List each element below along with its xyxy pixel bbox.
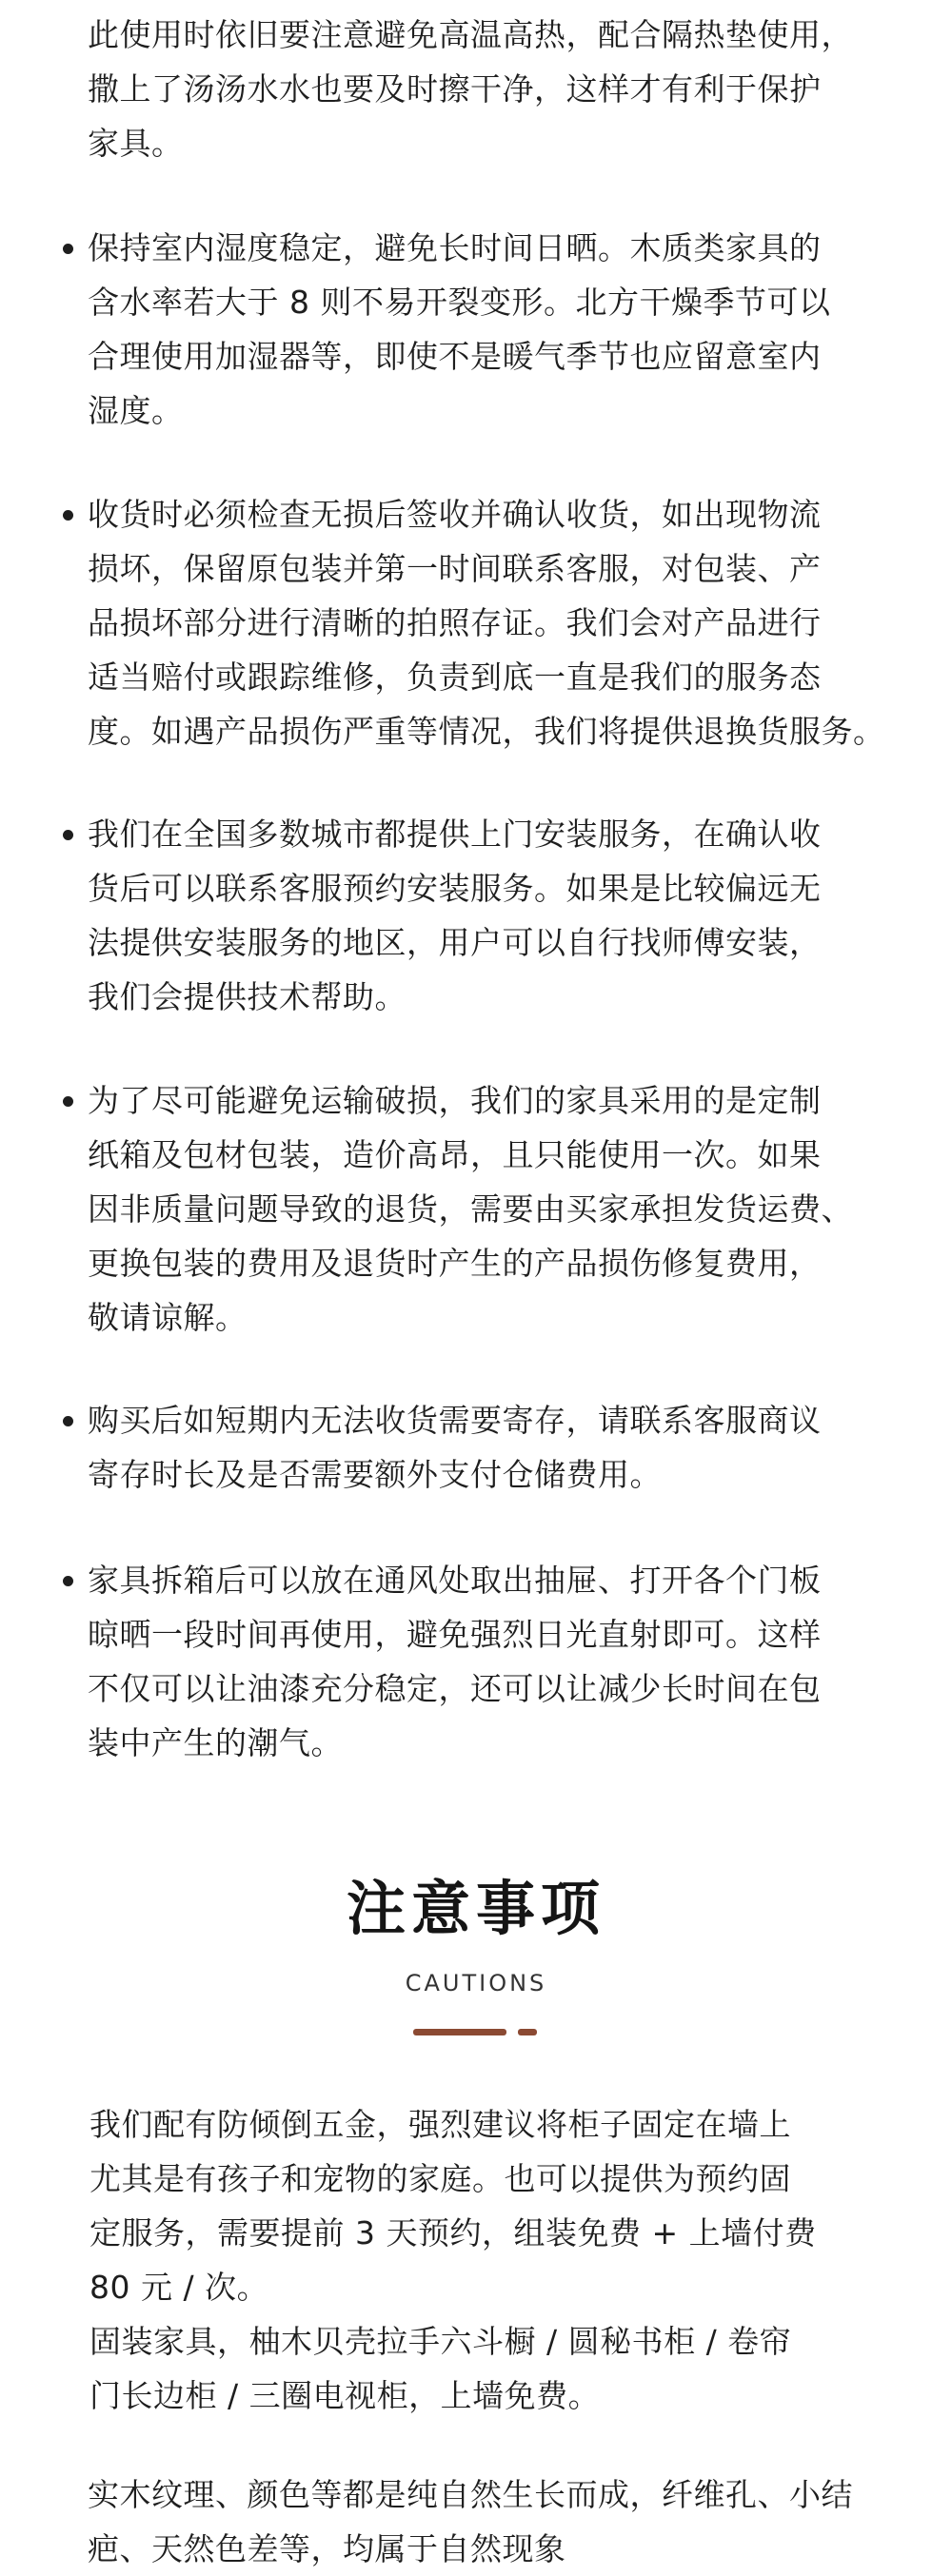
cautions-title: 注意事项 <box>346 1874 605 1943</box>
note-line: 购买后如短期内无法收货需要寄存，请联系客服商议 <box>88 1402 822 1439</box>
note-line: 家具。 <box>88 125 184 162</box>
note-line: 损坏，保留原包装并第一时间联系客服，对包装、产 <box>88 550 822 587</box>
note-line: 湿度。 <box>88 392 184 429</box>
note-line: 此使用时依旧要注意避免高温高热，配合隔热垫使用， <box>88 16 853 53</box>
note-line: 晾晒一段时间再使用，避免强烈日光直射即可。这样 <box>88 1616 822 1653</box>
caution-line: 尤其是有孩子和宠物的家庭。也可以提供为预约固 <box>89 2160 791 2197</box>
note-line: 撒上了汤汤水水也要及时擦干净，这样才有利于保护 <box>88 70 822 108</box>
note-line: 更换包装的费用及退货时产生的产品损伤修复费用， <box>88 1245 822 1282</box>
title-underline-long <box>413 2029 506 2035</box>
note-line: 收货时必须检查无损后签收并确认收货，如出现物流 <box>88 496 822 533</box>
bullet-dot-icon <box>63 244 73 254</box>
bullet-dot-icon <box>63 1576 73 1586</box>
caution-line: 我们配有防倾倒五金，强烈建议将柜子固定在墙上 <box>89 2106 791 2143</box>
note-line: 法提供安装服务的地区，用户可以自行找师傅安装， <box>88 924 822 961</box>
care-note-6 <box>88 1553 887 1770</box>
cautions-subtitle: CAUTIONS <box>405 1970 547 1996</box>
title-underline-short <box>518 2029 537 2035</box>
note-line: 合理使用加湿器等，即使不是暖气季节也应留意室内 <box>88 338 822 375</box>
note-line: 保持室内湿度稳定，避免长时间日晒。木质类家具的 <box>88 229 822 266</box>
note-line: 纸箱及包材包装，造价高昂，且只能使用一次。如果 <box>88 1136 822 1173</box>
care-note-5 <box>88 1393 887 1502</box>
bullet-dot-icon <box>63 1096 73 1107</box>
bullet-dot-icon <box>63 830 73 840</box>
note-line: 不仅可以让油漆充分稳定，还可以让减少长时间在包 <box>88 1670 822 1707</box>
caution-line: 门长边柜 / 三圈电视柜，上墙免费。 <box>89 2377 601 2414</box>
note-line: 敬请谅解。 <box>88 1299 248 1336</box>
caution-line: 80 元 / 次。 <box>89 2269 269 2306</box>
caution-line: 疤、天然色差等，均属于自然现象 <box>88 2530 566 2567</box>
note-line: 因非质量问题导致的退货，需要由买家承担发货运费、 <box>88 1190 853 1228</box>
note-line: 为了尽可能避免运输破损，我们的家具采用的是定制 <box>88 1082 822 1119</box>
note-line: 货后可以联系客服预约安装服务。如果是比较偏远无 <box>88 870 822 907</box>
note-line: 寄存时长及是否需要额外支付仓储费用。 <box>88 1456 662 1493</box>
note-line: 含水率若大于 8 则不易开裂变形。北方干燥季节可以 <box>88 284 831 321</box>
note-line: 适当赔付或跟踪维修，负责到底一直是我们的服务态 <box>88 659 822 696</box>
note-line: 家具拆箱后可以放在通风处取出抽屉、打开各个门板 <box>88 1562 822 1599</box>
care-note-2 <box>88 487 887 758</box>
cautions-paragraph-1 <box>89 2097 889 2423</box>
note-line: 我们会提供技术帮助。 <box>88 978 407 1015</box>
caution-line: 固装家具，柚木贝壳拉手六斗橱 / 圆秘书柜 / 卷帘 <box>89 2323 792 2360</box>
caution-line: 定服务，需要提前 3 天预约，组装免费 + 上墙付费 <box>89 2214 817 2252</box>
note-line: 品损坏部分进行清晰的拍照存证。我们会对产品进行 <box>88 604 822 641</box>
bullet-dot-icon <box>63 510 73 521</box>
care-note-1 <box>88 221 887 438</box>
care-note-0 <box>88 8 887 170</box>
note-line: 装中产生的潮气。 <box>88 1724 343 1761</box>
care-note-3 <box>88 807 887 1024</box>
caution-line: 实木纹理、颜色等都是纯自然生长而成，纤维孔、小结 <box>88 2476 853 2513</box>
note-line: 我们在全国多数城市都提供上门安装服务，在确认收 <box>88 816 822 853</box>
care-note-4 <box>88 1073 887 1345</box>
note-line: 度。如遇产品损伤严重等情况，我们将提供退换货服务。 <box>88 713 885 750</box>
bullet-dot-icon <box>63 1416 73 1426</box>
